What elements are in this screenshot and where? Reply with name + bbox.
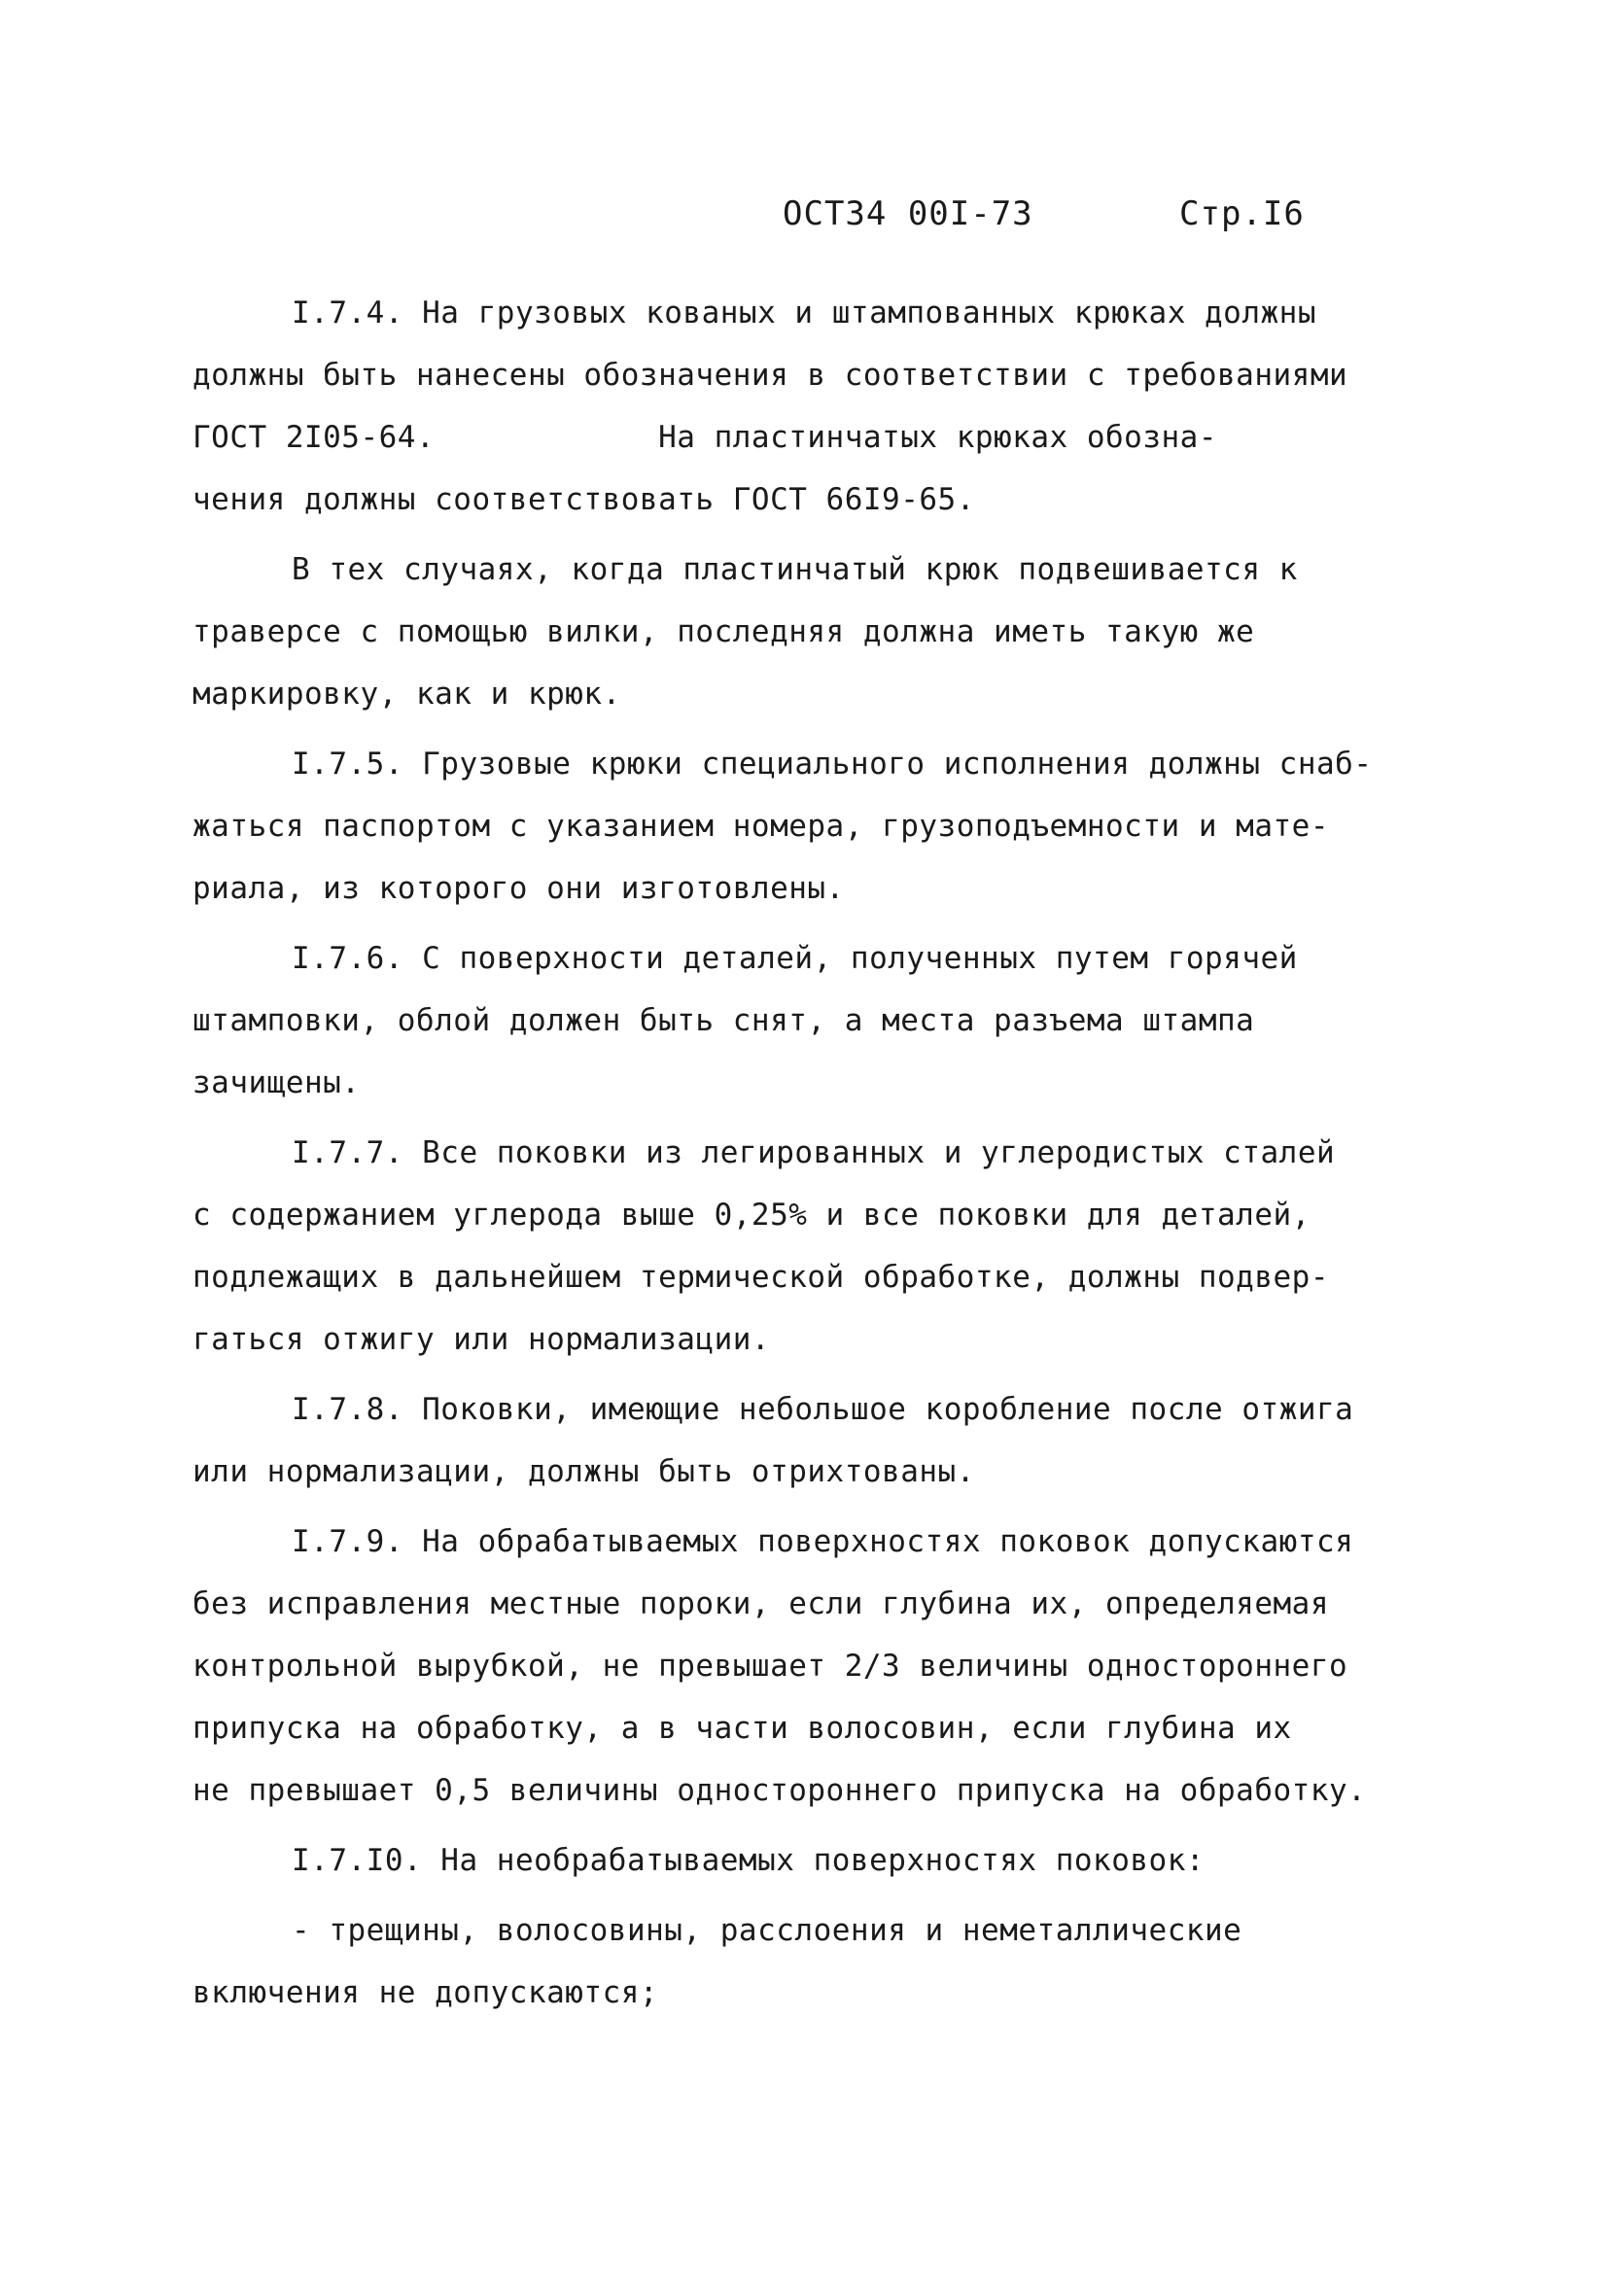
- text-line: подлежащих в дальнейшем термической обработке, должны подвер-: [192, 1260, 1329, 1295]
- text-line: контрольной вырубкой, не превышает 2/3 величины одностороннего: [192, 1649, 1348, 1684]
- text-line: I.7.5. Грузовые крюки специального исполнения должны снаб-: [292, 747, 1373, 782]
- text-line: зачищены.: [192, 1065, 361, 1100]
- paragraph-gap: [192, 1114, 1417, 1122]
- text-line: припуска на обработку, а в части волосовин, если глубина их: [192, 1711, 1292, 1746]
- text-line: маркировку, как и крюк.: [192, 677, 621, 712]
- paragraph-gap: [192, 1822, 1417, 1829]
- text-line: с содержанием углерода выше 0,25% и все поковки для деталей,: [192, 1198, 1311, 1233]
- page-number: Стр.I6: [1179, 194, 1305, 233]
- paragraph-gap: [192, 920, 1417, 927]
- text-line: I.7.8. Поковки, имеющие небольшое коробление после отжига: [292, 1392, 1354, 1427]
- paragraph-gap: [192, 1892, 1417, 1899]
- text-line: штамповки, облой должен быть снят, а места разъема штампа: [192, 1003, 1255, 1038]
- paragraph-gap: [192, 1503, 1417, 1511]
- document-code: ОСТ34 00I-73: [783, 194, 1033, 233]
- text-line: траверсе с помощью вилки, последняя должна иметь такую же: [192, 614, 1255, 649]
- paragraph-gap: [192, 1371, 1417, 1378]
- paragraph-gap: [192, 725, 1417, 733]
- text-line: должны быть нанесены обозначения в соответствии с требованиями: [192, 358, 1348, 393]
- text-line: гаться отжигу или нормализации.: [192, 1322, 771, 1357]
- text-line: I.7.7. Все поковки из легированных и углеродистых сталей: [292, 1135, 1336, 1170]
- text-line: без исправления местные пороки, если глубина их, определяемая: [192, 1586, 1329, 1621]
- text-line: чения должны соответствовать ГОСТ 66I9-65.: [192, 482, 975, 517]
- text-line: включения не допускаются;: [192, 1975, 659, 2010]
- text-line: I.7.4. На грузовых кованых и штампованных крюках должны: [292, 296, 1316, 330]
- text-line: В тех случаях, когда пластинчатый крюк подвешивается к: [292, 552, 1298, 587]
- text-line: риала, из которого они изготовлены.: [192, 871, 845, 906]
- text-line: не превышает 0,5 величины одностороннего припуска на обработку.: [192, 1773, 1367, 1808]
- text-line: или нормализации, должны быть отрихтованы.: [192, 1454, 975, 1489]
- text-line: - трещины, волосовины, расслоения и неметаллические: [292, 1913, 1242, 1948]
- text-line: ГОСТ 2I05-64. На пластинчатых крюках обозна-: [192, 420, 1217, 455]
- document-body: [192, 282, 1417, 2024]
- text-line: I.7.6. С поверхности деталей, полученных путем горячей: [292, 941, 1298, 976]
- text-line: I.7.9. На обрабатываемых поверхностях поковок допускаются: [292, 1524, 1354, 1559]
- text-line: I.7.I0. На необрабатываемых поверхностях поковок:: [292, 1843, 1206, 1878]
- text-line: жаться паспортом с указанием номера, грузоподъемности и мате-: [192, 809, 1329, 844]
- paragraph-gap: [192, 531, 1417, 539]
